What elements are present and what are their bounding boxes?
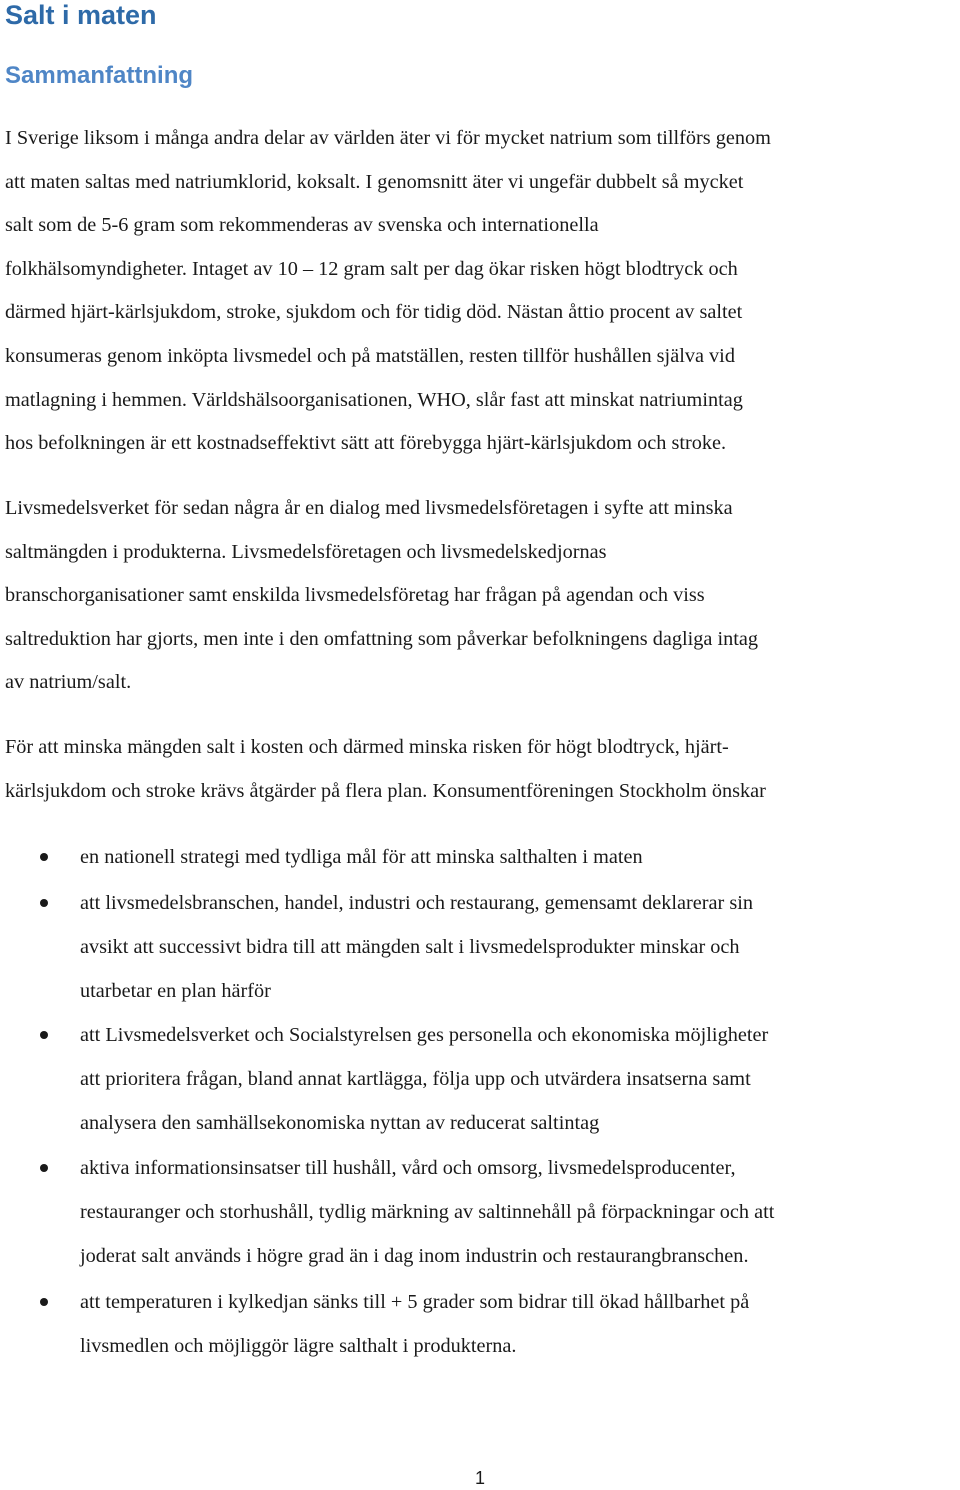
paragraph-line: konsumeras genom inköpta livsmedel och på matställen, resten tillför hushållen själva vid <box>5 344 735 367</box>
list-item-line: joderat salt används i högre grad än i dag inom industrin och restaurangbranschen. <box>80 1245 749 1267</box>
list-item <box>0 1280 960 1368</box>
paragraph-line: därmed hjärt-kärlsjukdom, stroke, sjukdom och för tidig död. Nästan åttio procent av saltet <box>5 301 743 324</box>
paragraph-line: matlagning i hemmen. Världshälsoorganisationen, WHO, slår fast att minskat natriumintag <box>5 388 743 411</box>
section-heading: Sammanfattning <box>5 62 194 89</box>
list-item <box>0 881 960 1013</box>
list-item-line: aktiva informationsinsatser till hushåll, vård och omsorg, livsmedelsproducenter, <box>80 1157 736 1179</box>
bullet-icon <box>40 1298 48 1306</box>
list-item <box>0 1013 960 1145</box>
paragraph-intro-list <box>5 726 960 813</box>
demands-list <box>0 835 960 1368</box>
list-item-line: utarbetar en plan härför <box>80 980 271 1002</box>
list-item-line: analysera den samhällsekonomiska nyttan av reducerat saltintag <box>80 1112 600 1134</box>
page-title: Salt i maten <box>5 0 157 30</box>
paragraph-summary <box>5 117 960 466</box>
list-item-line: restauranger och storhushåll, tydlig märkning av saltinnehåll på förpackningar och att <box>80 1201 775 1223</box>
paragraph-line: att maten saltas med natriumklorid, koksalt. I genomsnitt äter vi ungefär dubbelt så mycket <box>5 170 744 193</box>
paragraph-line: saltreduktion har gjorts, men inte i den omfattning som påverkar befolkningens dagliga intag <box>5 627 759 650</box>
paragraph-line: kärlsjukdom och stroke krävs åtgärder på flera plan. Konsumentföreningen Stockholm önskar <box>5 779 766 802</box>
list-item <box>0 1146 960 1278</box>
list-item <box>0 835 960 879</box>
list-item-line: att prioritera frågan, bland annat kartlägga, följa upp och utvärdera insatserna samt <box>80 1068 751 1090</box>
list-item-line: att livsmedelsbranschen, handel, industri och restaurang, gemensamt deklarerar sin <box>80 892 754 914</box>
list-item-line: en nationell strategi med tydliga mål för att minska salthalten i maten <box>80 846 643 868</box>
paragraph-line: I Sverige liksom i många andra delar av världen äter vi för mycket natrium som tillförs genom <box>5 127 771 149</box>
paragraph-line: saltmängden i produkterna. Livsmedelsföretagen och livsmedelskedjornas <box>5 540 607 563</box>
bullet-icon <box>40 1164 48 1172</box>
list-item-line: livsmedlen och möjliggör lägre salthalt i produkterna. <box>80 1335 517 1357</box>
list-item-line: att temperaturen i kylkedjan sänks till + 5 grader som bidrar till ökad hållbarhet på <box>80 1291 750 1313</box>
paragraph-line: salt som de 5-6 gram som rekommenderas av svenska och internationella <box>5 214 599 237</box>
paragraph-line: folkhälsomyndigheter. Intaget av 10 – 12 gram salt per dag ökar risken högt blodtryck och <box>5 257 738 280</box>
paragraph-line: av natrium/salt. <box>5 671 132 694</box>
paragraph-dialog <box>5 487 960 705</box>
paragraph-line: Livsmedelsverket för sedan några år en dialog med livsmedelsföretagen i syfte att minska <box>5 497 733 519</box>
paragraph-line: För att minska mängden salt i kosten och därmed minska risken för högt blodtryck, hjärt- <box>5 736 729 758</box>
bullet-icon <box>40 853 48 861</box>
paragraph-line: hos befolkningen är ett kostnadseffektivt sätt att förebygga hjärt-kärlsjukdom och stroke. <box>5 432 727 455</box>
bullet-icon <box>40 899 48 907</box>
list-item-line: att Livsmedelsverket och Socialstyrelsen ges personella och ekonomiska möjligheter <box>80 1024 769 1046</box>
bullet-icon <box>40 1031 48 1039</box>
list-item-line: avsikt att successivt bidra till att mängden salt i livsmedelsprodukter minskar och <box>80 936 740 958</box>
page-number: 1 <box>474 1468 485 1488</box>
paragraph-line: branschorganisationer samt enskilda livsmedelsföretag har frågan på agendan och viss <box>5 584 705 607</box>
